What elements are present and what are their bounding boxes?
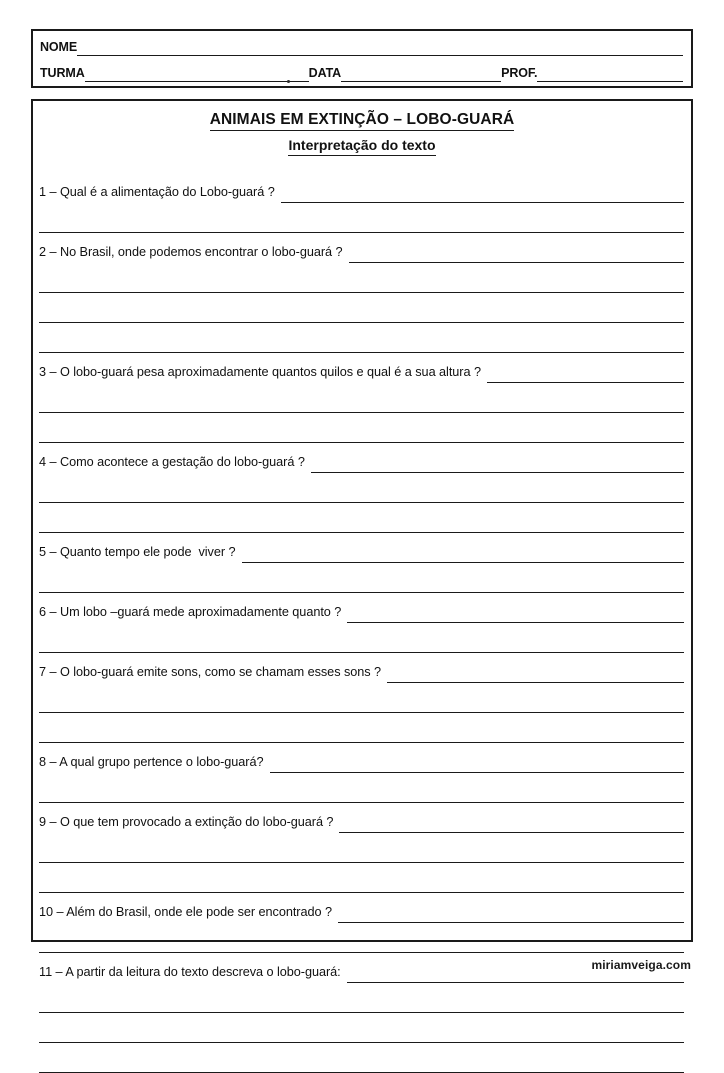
answer-input-rule[interactable] xyxy=(349,245,685,263)
question-row xyxy=(39,353,684,383)
answer-input-rule[interactable] xyxy=(39,1043,684,1073)
question-block xyxy=(39,743,684,803)
question-text: 5 – Quanto tempo ele pode viver ? xyxy=(39,545,236,559)
question-text: 4 – Como acontece a gestação do lobo-guará ? xyxy=(39,455,305,469)
answer-input-rule[interactable] xyxy=(487,365,684,383)
question-text: 6 – Um lobo –guará mede aproximadamente quanto ? xyxy=(39,605,342,619)
question-text: 8 – A qual grupo pertence o lobo-guará? xyxy=(39,755,264,769)
question-block xyxy=(39,233,684,353)
question-text: 9 – O que tem provocado a extinção do lobo-guará ? xyxy=(39,815,334,829)
question-block xyxy=(39,893,684,953)
question-block xyxy=(39,593,684,653)
site-credit: miriamveiga.com xyxy=(591,958,691,972)
question-block xyxy=(39,443,684,533)
answer-input-rule[interactable] xyxy=(339,815,684,833)
answer-input-rule[interactable] xyxy=(39,323,684,353)
scan-artifact-speck xyxy=(287,80,290,83)
answer-input-rule[interactable] xyxy=(39,923,684,953)
answer-input-rule[interactable] xyxy=(242,545,685,563)
answer-input-rule[interactable] xyxy=(39,263,684,293)
question-row xyxy=(39,803,684,833)
answer-input-rule[interactable] xyxy=(39,983,684,1013)
class-label: TURMA xyxy=(40,66,85,80)
question-text: 7 – O lobo-guará emite sons, como se chamam esses sons ? xyxy=(39,665,382,679)
question-text: 1 – Qual é a alimentação do Lobo-guará ? xyxy=(39,185,275,199)
name-label: NOME xyxy=(40,40,78,54)
page-title: ANIMAIS EM EXTINÇÃO – LOBO-GUARÁ xyxy=(210,110,515,131)
student-identification-box xyxy=(31,29,693,88)
question-list xyxy=(39,173,684,1073)
answer-input-rule[interactable] xyxy=(39,563,684,593)
answer-input-rule[interactable] xyxy=(39,293,684,323)
teacher-input-rule[interactable] xyxy=(537,67,683,82)
answer-input-rule[interactable] xyxy=(39,833,684,863)
name-input-rule[interactable] xyxy=(77,41,683,56)
answer-input-rule[interactable] xyxy=(270,755,685,773)
name-field-row xyxy=(40,40,683,56)
question-block xyxy=(39,533,684,593)
answer-input-rule[interactable] xyxy=(39,1013,684,1043)
question-block xyxy=(39,803,684,893)
question-row xyxy=(39,173,684,203)
question-block xyxy=(39,353,684,443)
answer-input-rule[interactable] xyxy=(39,713,684,743)
question-block xyxy=(39,953,684,1073)
date-input-rule[interactable] xyxy=(341,67,501,82)
question-row xyxy=(39,953,684,983)
question-row xyxy=(39,743,684,773)
worksheet-heading xyxy=(33,110,691,156)
question-block xyxy=(39,173,684,233)
question-row xyxy=(39,653,684,683)
answer-input-rule[interactable] xyxy=(39,623,684,653)
question-text: 11 – A partir da leitura do texto descreva o lobo-guará: xyxy=(39,965,341,979)
question-text: 3 – O lobo-guará pesa aproximadamente quantos quilos e qual é a sua altura ? xyxy=(39,365,481,379)
answer-input-rule[interactable] xyxy=(39,503,684,533)
answer-input-rule[interactable] xyxy=(39,383,684,413)
question-row xyxy=(39,593,684,623)
answer-input-rule[interactable] xyxy=(39,683,684,713)
question-text: 10 – Além do Brasil, onde ele pode ser encontrado ? xyxy=(39,905,332,919)
question-text: 2 – No Brasil, onde podemos encontrar o lobo-guará ? xyxy=(39,245,343,259)
answer-input-rule[interactable] xyxy=(387,665,684,683)
teacher-label: PROF. xyxy=(501,66,538,80)
date-label: DATA xyxy=(308,66,342,80)
answer-input-rule[interactable] xyxy=(311,455,684,473)
answer-input-rule[interactable] xyxy=(39,863,684,893)
class-date-teacher-row xyxy=(40,66,683,82)
page-subtitle: Interpretação do texto xyxy=(288,136,435,156)
question-row xyxy=(39,233,684,263)
question-row xyxy=(39,893,684,923)
answer-input-rule[interactable] xyxy=(347,605,684,623)
question-row xyxy=(39,443,684,473)
question-row xyxy=(39,533,684,563)
question-block xyxy=(39,653,684,743)
answer-input-rule[interactable] xyxy=(39,413,684,443)
answer-input-rule[interactable] xyxy=(39,473,684,503)
class-input-rule[interactable] xyxy=(85,67,309,82)
answer-input-rule[interactable] xyxy=(39,773,684,803)
answer-input-rule[interactable] xyxy=(338,905,684,923)
answer-input-rule[interactable] xyxy=(281,185,684,203)
answer-input-rule[interactable] xyxy=(39,203,684,233)
